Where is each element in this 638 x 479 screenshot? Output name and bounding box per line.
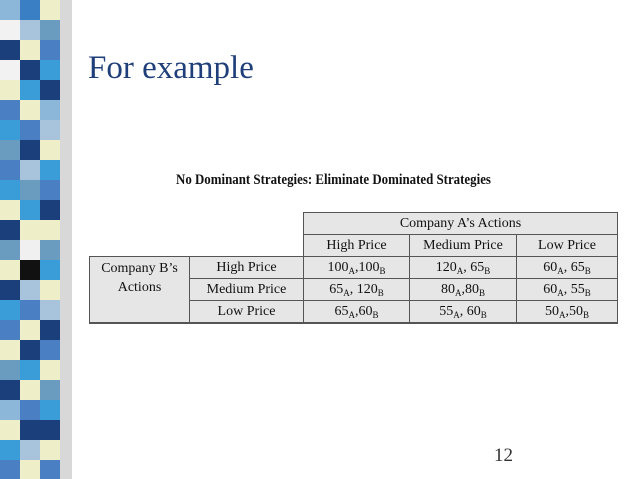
stripe-block	[20, 400, 40, 420]
stripe-block	[40, 440, 60, 460]
stripe-block	[20, 60, 40, 80]
stripe-block	[20, 240, 40, 260]
row-group-line: Company B’s	[101, 261, 178, 276]
payoff-cell	[517, 301, 618, 324]
stripe-block	[0, 340, 20, 360]
payoff-cell	[410, 257, 517, 279]
payoff-separator: ,	[563, 259, 571, 275]
payoff-a-value: 80	[440, 281, 455, 297]
stripe-block	[0, 360, 20, 380]
payoff-b-value: 60	[358, 303, 373, 319]
payoff-a-value: 65	[329, 281, 344, 297]
stripe-block	[40, 400, 60, 420]
payoff-a-value: 65	[334, 303, 349, 319]
stripe-block	[0, 380, 20, 400]
stripe-block	[0, 140, 20, 160]
stripe-block	[40, 360, 60, 380]
slide-title: For example	[88, 50, 254, 86]
stripe-block	[0, 100, 20, 120]
payoff-separator: ,	[354, 303, 359, 319]
payoff-separator: ,	[459, 303, 467, 319]
stripe-block	[20, 200, 40, 220]
stripe-block	[40, 320, 60, 340]
stripe-block	[20, 0, 40, 20]
col-group-header: Company A’s Actions	[304, 213, 618, 235]
col-header: High Price	[304, 235, 410, 257]
payoff-a-value: 120	[435, 259, 457, 275]
payoff-a-subscript: A	[557, 287, 564, 298]
stripe-column	[20, 0, 40, 479]
stripe-block	[40, 0, 60, 20]
stripe-block	[40, 100, 60, 120]
stripe-block	[20, 420, 40, 440]
page-number: 12	[494, 445, 513, 466]
payoff-a-subscript: A	[557, 265, 564, 276]
payoff-a-subscript: A	[454, 287, 462, 298]
stripe-block	[0, 300, 20, 320]
stripe-block	[20, 80, 40, 100]
payoff-b-subscript: B	[584, 287, 591, 298]
payoff-b-subscript: B	[480, 309, 487, 320]
stripe-block	[40, 420, 60, 440]
row-group-header	[90, 257, 190, 324]
payoff-cell	[517, 279, 618, 301]
stripe-block	[20, 120, 40, 140]
payoff-a-value: 100	[327, 259, 349, 275]
stripe-block	[0, 120, 20, 140]
stripe-block	[20, 380, 40, 400]
payoff-a-subscript: A	[558, 309, 566, 320]
stripe-block	[20, 440, 40, 460]
stripe-block	[0, 60, 20, 80]
stripe-block	[40, 160, 60, 180]
stripe-block	[20, 320, 40, 340]
stripe-block	[0, 80, 20, 100]
payoff-cell	[304, 279, 410, 301]
stripe-block	[40, 180, 60, 200]
stripe-block	[40, 40, 60, 60]
stripe-block	[40, 280, 60, 300]
stripe-block	[40, 460, 60, 479]
payoff-a-value: 55	[439, 303, 454, 319]
stripe-block	[0, 220, 20, 240]
payoff-cell	[517, 257, 618, 279]
stripe-block	[20, 340, 40, 360]
row-header: Low Price	[190, 301, 304, 324]
stripe-block	[20, 460, 40, 479]
stripe-block	[0, 20, 20, 40]
payoff-b-subscript: B	[478, 287, 485, 298]
stripe-block	[40, 220, 60, 240]
payoff-table	[89, 212, 618, 324]
table-caption: No Dominant Strategies: Eliminate Dominated Strategies	[176, 172, 491, 188]
row-group-line: Actions	[117, 280, 162, 295]
payoff-separator: ,	[349, 281, 357, 297]
stripe-block	[40, 240, 60, 260]
decorative-stripe	[0, 0, 60, 479]
stripe-block	[0, 180, 20, 200]
stripe-block	[40, 200, 60, 220]
stripe-block	[20, 140, 40, 160]
stripe-block	[20, 20, 40, 40]
stripe-block	[20, 100, 40, 120]
stripe-block	[40, 340, 60, 360]
payoff-b-subscript: B	[582, 309, 589, 320]
payoff-a-value: 60	[543, 281, 558, 297]
stripe-block	[40, 60, 60, 80]
payoff-b-subscript: B	[584, 265, 591, 276]
payoff-b-value: 100	[358, 259, 380, 275]
payoff-a-subscript: A	[348, 265, 355, 276]
payoff-a-value: 60	[543, 259, 558, 275]
payoff-b-value: 50	[568, 303, 583, 319]
payoff-b-subscript: B	[372, 309, 379, 320]
col-header: Medium Price	[410, 235, 517, 257]
stripe-block	[20, 160, 40, 180]
stripe-block	[0, 280, 20, 300]
row-header: Medium Price	[190, 279, 304, 301]
payoff-cell	[304, 301, 410, 324]
payoff-separator: ,	[563, 281, 571, 297]
payoff-separator: ,	[354, 259, 359, 275]
payoff-b-value: 65	[570, 259, 585, 275]
stripe-block	[40, 80, 60, 100]
stripe-block	[0, 40, 20, 60]
stripe-divider	[60, 0, 72, 479]
payoff-b-subscript: B	[484, 265, 491, 276]
payoff-b-value: 55	[570, 281, 585, 297]
payoff-b-value: 80	[464, 281, 479, 297]
row-header: High Price	[190, 257, 304, 279]
stripe-block	[20, 300, 40, 320]
stripe-column	[40, 0, 60, 479]
stripe-block	[40, 380, 60, 400]
stripe-block	[0, 320, 20, 340]
stripe-block	[0, 240, 20, 260]
stripe-block	[0, 440, 20, 460]
stripe-block	[0, 160, 20, 180]
stripe-block	[20, 180, 40, 200]
stripe-block	[40, 260, 60, 280]
stripe-column	[0, 0, 20, 479]
payoff-a-subscript: A	[348, 309, 355, 320]
payoff-separator: ,	[565, 303, 569, 319]
payoff-b-subscript: B	[379, 265, 386, 276]
payoff-a-subscript: A	[453, 309, 460, 320]
payoff-cell	[304, 257, 410, 279]
payoff-b-subscript: B	[377, 287, 384, 298]
stripe-block	[40, 300, 60, 320]
stripe-block	[40, 140, 60, 160]
stripe-block	[20, 360, 40, 380]
stripe-block	[20, 260, 40, 280]
stripe-block	[0, 200, 20, 220]
payoff-b-value: 120	[356, 281, 378, 297]
payoff-cell	[410, 279, 517, 301]
stripe-block	[0, 260, 20, 280]
stripe-block	[20, 220, 40, 240]
stripe-block	[0, 420, 20, 440]
payoff-a-subscript: A	[456, 265, 464, 276]
stripe-block	[20, 40, 40, 60]
payoff-separator: ,	[461, 281, 465, 297]
stripe-block	[0, 0, 20, 20]
payoff-a-subscript: A	[343, 287, 350, 298]
payoff-b-value: 60	[466, 303, 481, 319]
stripe-block	[0, 400, 20, 420]
stripe-block	[0, 460, 20, 479]
stripe-block	[20, 280, 40, 300]
stripe-block	[40, 120, 60, 140]
col-header: Low Price	[517, 235, 618, 257]
payoff-b-value: 65	[470, 259, 485, 275]
stripe-block	[40, 20, 60, 40]
payoff-a-value: 50	[544, 303, 559, 319]
payoff-cell	[410, 301, 517, 324]
payoff-separator: ,	[463, 259, 471, 275]
